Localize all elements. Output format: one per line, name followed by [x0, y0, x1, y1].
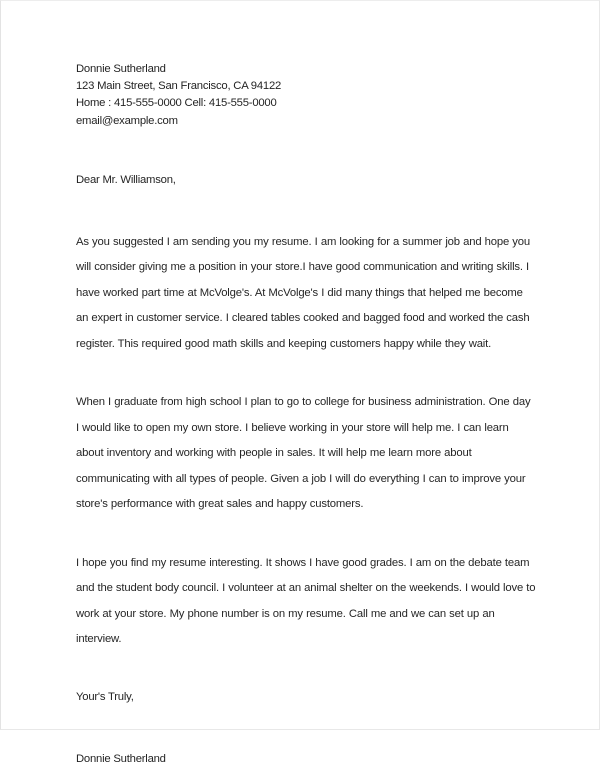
body-paragraph-2: When I graduate from high school I plan to go to college for business administration. One day I would like to open my own store. I believe working in your store will help me. I can learn about inventory and working with people in sales. It will help me learn more about communicating with all types of people. Given a job I will do everything I can to improve your store's performance with great sales and happy customers.: [76, 396, 531, 511]
letter-body: [76, 230, 536, 653]
letter-content: [76, 61, 536, 768]
body-paragraph-3: I hope you find my resume interesting. It shows I have good grades. I am on the debate team and the student body council. I volunteer at an animal shelter on the weekends. I would love to work at your store. My phone number is on my resume. Call me and we can set up an interview.: [76, 556, 536, 646]
closing-salutation: Your's Truly,: [76, 690, 134, 703]
sender-address-block: [76, 61, 536, 130]
sender-street-address: 123 Main Street, San Francisco, CA 94122: [76, 80, 282, 93]
signature-name: Donnie Sutherland: [76, 752, 166, 765]
sender-email: email@example.com: [76, 114, 178, 127]
body-paragraph-1: As you suggested I am sending you my resume. I am looking for a summer job and hope you will consider giving me a position in your store.I have good communication and writing skills. I have worked part time at McVolge's. At McVolge's I did many things that helped me become an expert in customer service. I cleared tables cooked and bagged food and worked the cash register. This required good math skills and keeping customers happy while they wait.: [76, 235, 530, 350]
salutation: Dear Mr. Williamson,: [76, 173, 176, 186]
sender-name: Donnie Sutherland: [76, 63, 166, 75]
sender-phone-numbers: Home : 415-555-0000 Cell: 415-555-0000: [76, 97, 277, 110]
